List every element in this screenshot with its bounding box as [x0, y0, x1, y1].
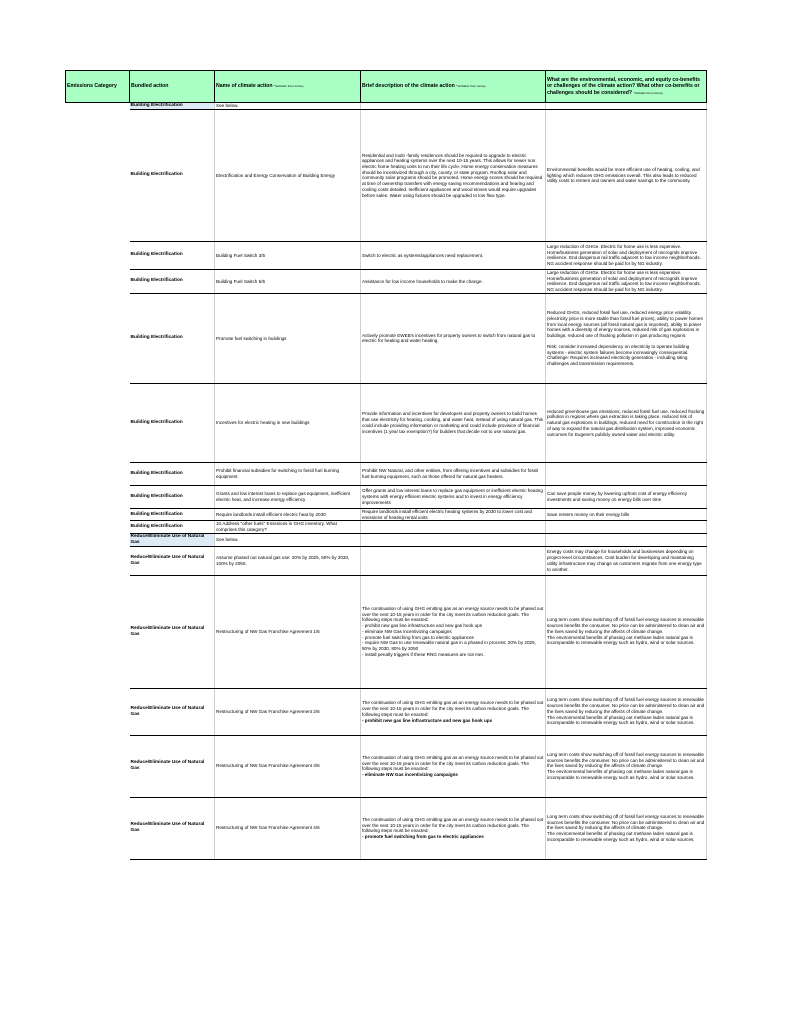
text-line: The continuation of using GHG emitting gas as an energy source needs to be phased out over the next 10-15 years in order for the city meet its carbon reduction goals. The following steps must be enacted: — [362, 754, 544, 772]
bundled-action-cell: Reduce/Eliminate Use of Natural Gas — [130, 546, 215, 575]
benefits-cell — [546, 269, 707, 293]
emissions-category-cell — [66, 109, 130, 241]
table-row — [66, 241, 707, 269]
bundled-action-cell: Reduce/Eliminate Use of Natural Gas — [130, 533, 215, 546]
description-cell — [361, 508, 546, 520]
emissions-category-cell — [66, 241, 130, 269]
benefits-cell — [546, 508, 707, 520]
bundled-action-cell: Building Electrification — [130, 462, 215, 485]
emissions-category-cell — [66, 269, 130, 293]
benefits-cell — [546, 109, 707, 241]
text-line: Switch to electric as systems/appliances need replacement. — [362, 252, 484, 258]
table-row — [66, 546, 707, 575]
text-line: The environmental benefits of phasing out methane laden natural gas is incomparable to renewable energy such as hydro, wind or solar sources. — [547, 769, 695, 780]
text-line: Long term costs show switching off of fossil fuel energy sources to renewable sources benefits the consumer. No price can be administered to clean air and the lives saved by reducing the affects of climate change. — [547, 697, 705, 714]
text-line: The environmental benefits of phasing out methane laden natural gas is incomparable to renewable energy such as hydro, wind or solar sources. — [547, 831, 695, 842]
emissions-category-cell — [66, 575, 130, 688]
table-row — [66, 109, 707, 241]
text-line: Actively promote EWEB's incentives for property owners to switch from natural gas to electric for heating and water heating. — [362, 332, 536, 344]
emissions-category-cell — [66, 508, 130, 520]
description-cell — [361, 735, 546, 797]
description-cell — [361, 103, 546, 110]
benefits-cell — [546, 462, 707, 485]
description-cell — [361, 688, 546, 735]
climate-actions-table — [65, 70, 707, 860]
bundled-action-cell: Reduce/Eliminate Use of Natural Gas — [130, 575, 215, 688]
text-line: The environmental benefits of phasing out methane laden natural gas is incomparable to renewable energy such as hydro, wind or solar sources. — [547, 634, 695, 646]
text-line: - require NW Gas to use renewable natural gas in a phased in process; 20% by 2025, 50% by 2030, 80% by 2050 — [362, 640, 536, 652]
benefits-cell — [546, 688, 707, 735]
text-line: - install penalty triggers if these RNG measures are not met. — [362, 651, 485, 657]
table-row — [66, 575, 707, 688]
action-name-cell: Building Fuel Switch 3/5 — [215, 241, 361, 269]
text-line: Energy costs may change for households and businesses depending on project-level circumstances. Cost burden for developing and maintaining utility infrastructure may change as customers migrate from one energy type to another. — [547, 549, 702, 572]
emissions-category-cell — [66, 383, 130, 462]
benefits-cell — [546, 575, 707, 688]
bundled-action-cell: Building Electrification — [130, 269, 215, 293]
header-name: Name of climate action *Verbatim from survey — [215, 71, 361, 103]
emissions-category-cell — [66, 533, 130, 546]
header-name-note: *Verbatim from survey — [273, 84, 304, 89]
action-name-cell: Restructuring of NW Gas Franchise Agreement 4/6 — [215, 797, 361, 859]
emissions-category-cell — [66, 521, 130, 533]
benefits-cell — [546, 383, 707, 462]
emissions-category-cell — [66, 735, 130, 797]
action-name-cell: See below. — [215, 533, 361, 546]
benefits-cell — [546, 521, 707, 533]
text-line: Reduced GHGs, reduced fossil fuel use, reduced energy price volatility (electricity price is more stable than fossil fuel prices), ability to power homes from local energy sources (all fossil natural gas is imported), ability to power homes with a diversity of energy sources, reduced risk of gas explosions in buildings, reduced use of fracking pollution in gas producing regions. — [547, 310, 703, 339]
text-line: The continuation of using GHG emitting gas as an energy source needs to be phased out over the next 10-15 years in order for the city meet its carbon reduction goals. The following steps must be enacted: — [362, 816, 544, 834]
text-line: Risk: consider increased dependency on electricity to operate building systems - electric system failures become increasingly consequential. Challenge: Requires increased electricity generation - including siting challenges and transmission requirements. — [547, 343, 690, 366]
text-line: The environmental benefits of phasing out methane laden natural gas is incomparable to renewable energy such as hydro, wind or solar sources. — [547, 714, 695, 726]
benefits-cell — [546, 103, 707, 110]
description-cell — [361, 521, 546, 533]
table-row — [66, 688, 707, 735]
bundled-action-cell: Building Electrification — [130, 521, 215, 533]
text-line: Long term costs show switching off of fossil fuel energy sources to renewable sources benefits the consumer. No price can be administered to clean air and the lives saved by reducing the affects of climate change. — [547, 751, 705, 769]
bundled-action-cell: Building Electrification — [130, 508, 215, 520]
action-name-cell: Restructuring of NW Gas Franchise Agreement 3/6 — [215, 735, 361, 797]
header-bundled-action: Bundled action — [130, 71, 215, 103]
text-line: Offer grants and low interest loans to replace gas equipment or inefficient electric heating systems with energy efficient electric systems and to invest in energy efficiency improvements — [362, 488, 543, 505]
benefits-cell — [546, 797, 707, 859]
text-line: Prohibit NW Natural, and other entities, from offering incentives and subsidies for fossil fuel burning equipment, such as those offered for natural gas heaters. — [362, 468, 539, 479]
emissions-category-cell — [66, 293, 130, 383]
emissions-category-cell — [66, 103, 130, 110]
table-row — [66, 735, 707, 797]
table-row — [66, 293, 707, 383]
bundled-action-cell: Building Electrification — [130, 383, 215, 462]
benefits-cell — [546, 241, 707, 269]
header-description: Brief description of the climate action *Verbatim from survey — [361, 71, 546, 103]
table-row — [66, 797, 707, 859]
bundled-action-cell: Reduce/Eliminate Use of Natural Gas — [130, 797, 215, 859]
table-row — [66, 269, 707, 293]
description-cell — [361, 383, 546, 462]
action-name-cell: Assume phased out natural gas use: 20% by 2025, 50% by 2030, 100% by 2050. — [215, 546, 361, 575]
header-row — [66, 71, 707, 103]
description-cell — [361, 575, 546, 688]
text-line: Save renters money on their energy bills — [547, 511, 630, 517]
benefits-cell — [546, 293, 707, 383]
description-cell — [361, 109, 546, 241]
table-body — [66, 103, 707, 860]
bundled-action-cell: Building Electrification — [130, 103, 215, 110]
text-line: - prohibit new gas line infrastructure and new gas hook ups — [362, 717, 493, 723]
text-line: Long term costs show switching off of fossil fuel energy sources to renewable sources benefits the consumer. No price can be administered to clean air and the lives saved by reducing the affects of climate change. — [547, 617, 705, 634]
table-row — [66, 485, 707, 508]
description-cell — [361, 462, 546, 485]
text-line: - prohibit new gas line infrastructure and new gas hook ups — [362, 623, 483, 629]
text-line: Environmental benefits would be more efficient use of heating, cooling, and lighting which reduces GHG emissions overall. This also leads to reduced utility costs to renters and owners and water savings to the community. — [547, 166, 700, 184]
text-line: Residential and multi -family residences should be required to upgrade to electric appliances and heating systems over the next 10-15 years. This allows for newer non electric home heating units to run their life cycle. Home energy conservation measures should be incentivized through a city, county, or state program. Rooftop solar and community solar programs should be promoted. Home energy scores should be required at time of ownership transfers with energy saving recommendations and hearing and cooling costs detailed. Inefficient appliances and wood stoves would require upgrades before sales. Water using fixtures should be upgraded to low flow type. — [362, 152, 543, 198]
benefits-cell — [546, 546, 707, 575]
emissions-category-cell — [66, 485, 130, 508]
action-name-cell: Require landlords install efficient electric heat by 2030 — [215, 508, 361, 520]
text-line: The continuation of using GHG emitting gas as an energy source needs to be phased out over the next 10-15 years in order for the city meet its carbon reduction goals. The following steps must be enacted: — [362, 606, 544, 623]
description-cell — [361, 533, 546, 546]
bundled-action-cell: Building Electrification — [130, 241, 215, 269]
description-cell — [361, 546, 546, 575]
action-name-cell: Grants and low interest loans to replace gas equipment, inefficient electric heat, and increase energy efficiency — [215, 485, 361, 508]
table-row — [66, 462, 707, 485]
text-line: reduced greenhouse gas emissions, reduced fossil fuel use, reduced fracking pollution in regions where gas extraction is taking place, reduced risk of natural gas explosions in buildings, reduced need for construction in the right of way to expand the natural gas distribution system, improved economic outcomes for Eugene's publicly owned water and electric utility. — [547, 408, 705, 437]
bundled-action-cell: Reduce/Eliminate Use of Natural Gas — [130, 688, 215, 735]
description-cell — [361, 797, 546, 859]
bundled-action-cell: Reduce/Eliminate Use of Natural Gas — [130, 735, 215, 797]
emissions-category-cell — [66, 546, 130, 575]
action-name-cell: See below. — [215, 103, 361, 110]
emissions-category-cell — [66, 462, 130, 485]
text-line: - promote fuel switching from gas to electric appliances — [362, 834, 484, 840]
section-row — [66, 103, 707, 110]
description-cell — [361, 241, 546, 269]
bundled-action-cell: Building Electrification — [130, 109, 215, 241]
action-name-cell: Restructuring of NW Gas Franchise Agreement 1/6 — [215, 575, 361, 688]
benefits-cell — [546, 533, 707, 546]
header-benefits: What are the environmental, economic, and equity co-benefits or challenges of the climate action? What other co-benefits or challenges should be considered? *Verbatim from survey — [546, 71, 707, 103]
section-row — [66, 533, 707, 546]
action-name-cell: Promote fuel switching in buildings — [215, 293, 361, 383]
table-row — [66, 383, 707, 462]
text-line: The continuation of using GHG emitting gas as an energy source needs to be phased out over the next 10-15 years in order for the city meet its carbon reduction goals. The following steps must be enacted: — [362, 700, 544, 717]
table-row — [66, 508, 707, 520]
description-cell — [361, 293, 546, 383]
text-line: Large reduction of GHGe. Electric for home use is less expensive. Home/business generation of solar and deployment of microgrids improve resilience. End dangerous rail traffic adjacent to low income neighborhoods. NG accident response should be paid for by NG industry. — [547, 269, 701, 293]
text-line: - promote fuel switching from gas to electric appliances — [362, 634, 474, 640]
header-benefits-note: *Verbatim from survey — [633, 90, 664, 95]
description-cell — [361, 269, 546, 293]
emissions-category-cell — [66, 797, 130, 859]
text-line: Long term costs show switching off of fossil fuel energy sources to renewable sources benefits the consumer. No price can be administered to clean air and the lives saved by reducing the affects of climate change. — [547, 813, 705, 831]
action-name-cell: Prohibit financial subsidies for switching to fossil fuel burning equipment — [215, 462, 361, 485]
bundled-action-cell: Building Electrification — [130, 293, 215, 383]
text-line: Can save people money by lowering upfront cost of energy efficiency investments and saving money on energy bills over time — [547, 491, 688, 502]
text-line: Assistance for low income households to make the change. — [362, 278, 483, 284]
bundled-action-cell: Building Electrification — [130, 485, 215, 508]
text-line: Provide information and incentives for developers and property owners to build homes that use electricity for heating, cooking, and water heat, instead of using natural gas. This could include providing information or marketing and could include provision of financial incentives (1 year tax exemption?) for builders that decide not to use natural gas. — [362, 411, 543, 434]
description-cell — [361, 485, 546, 508]
benefits-cell — [546, 735, 707, 797]
action-name-cell: 10.Address "other fuels" Emissions in GHG inventory. What comprises this category? — [215, 521, 361, 533]
text-line: - eliminate NW Gas incentivizing campaigns — [362, 628, 452, 634]
table-row — [66, 521, 707, 533]
action-name-cell: Building Fuel Switch 5/5 — [215, 269, 361, 293]
text-line: - eliminate NW Gas incentivizing campaigns — [362, 772, 458, 778]
text-line: Require landlords install efficient electric heating systems by 2030 to lower cost and emissions of heating rental units — [362, 508, 532, 520]
benefits-cell — [546, 485, 707, 508]
action-name-cell: Incentives for electric heating in new buildings — [215, 383, 361, 462]
header-emissions-category: Emissions Category — [66, 71, 130, 103]
header-description-note: *Verbatim from survey — [456, 84, 486, 89]
text-line: Large reduction of GHGe. Electric for home use is less expensive. Home/business generation of solar and deployment of microgrids improve resilience. End dangerous rail traffic adjacent to low income neighborhoods. NG accident response should be paid for by NG industry. — [547, 244, 701, 267]
action-name-cell: Electrification and Energy Conservation of Building Energy — [215, 109, 361, 241]
action-name-cell: Restructuring of NW Gas Franchise Agreement 2/6 — [215, 688, 361, 735]
emissions-category-cell — [66, 688, 130, 735]
